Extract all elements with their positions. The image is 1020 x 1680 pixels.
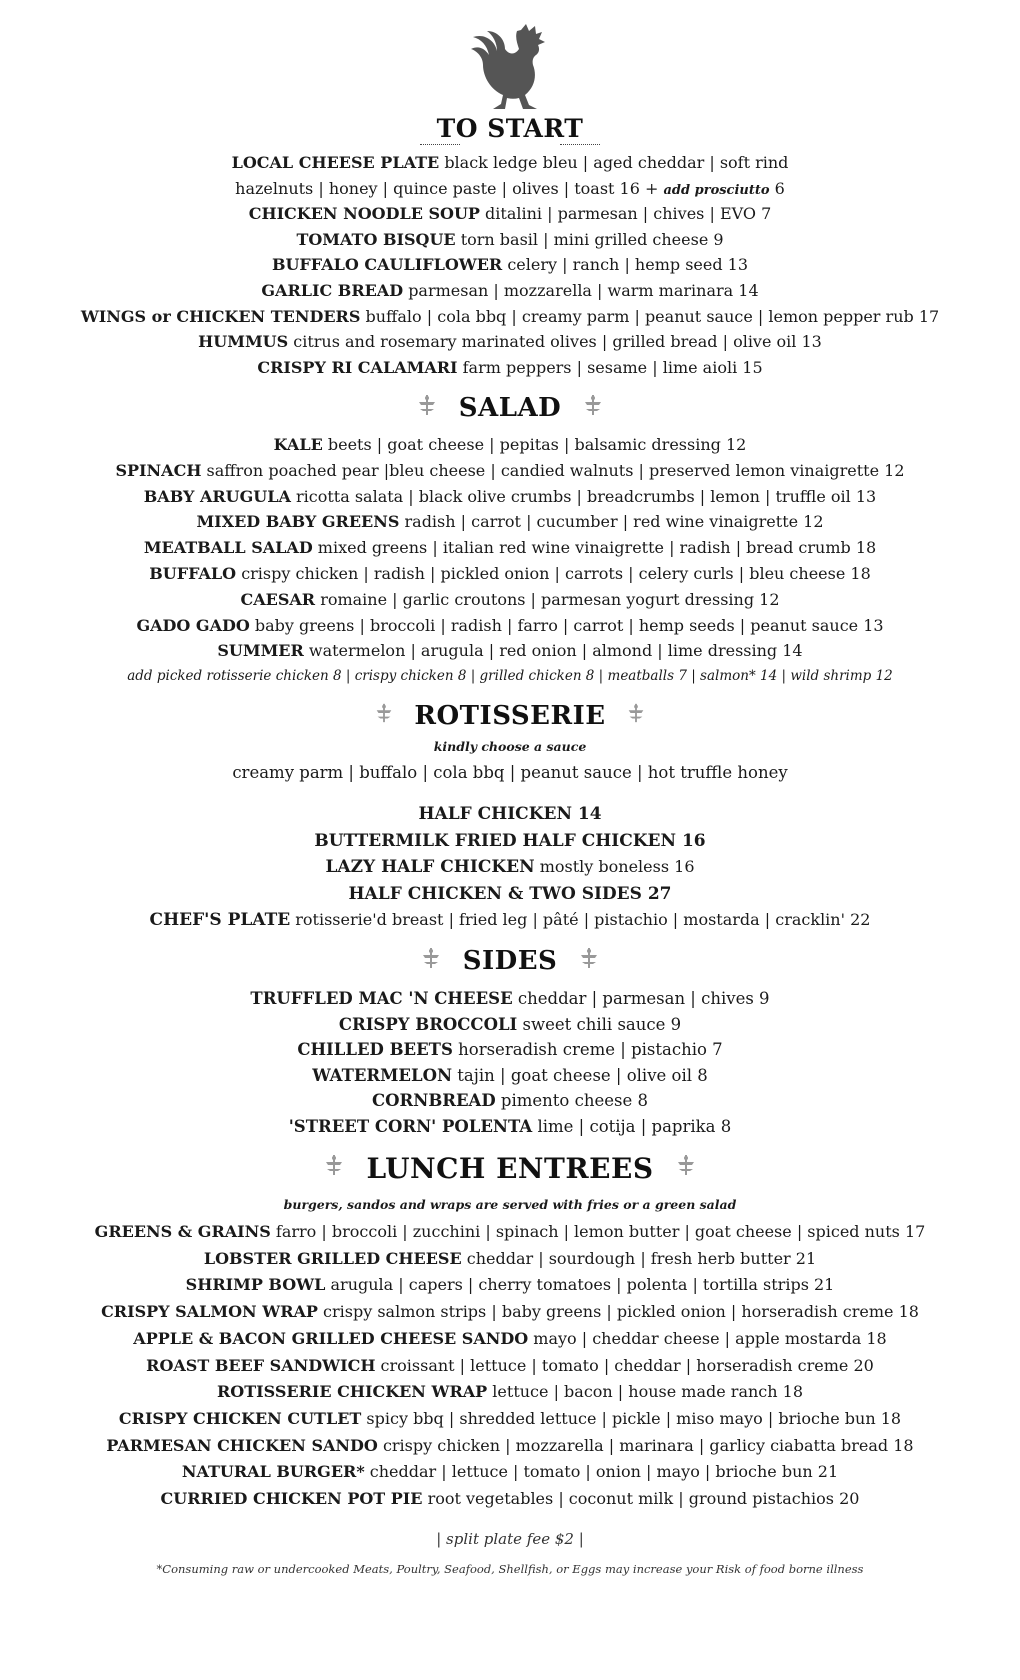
menu-item-name: CRISPY SALMON WRAP [101,1302,318,1322]
menu-item [0,1381,1020,1403]
menu-item [0,306,1020,328]
menu-item-description: crispy salmon strips | baby greens | pickled onion | horseradish creme 18 [323,1302,919,1322]
menu-item-name: BUFFALO CAULIFLOWER [271,255,503,275]
menu-item [0,434,1020,456]
rotisserie-note: kindly choose a sauce [433,739,587,754]
menu-item [0,331,1020,353]
menu-item [0,589,1020,611]
menu-item-description: beets | goat cheese | pepitas | balsamic dressing 12 [327,435,747,454]
menu-item-description: mostly boneless 16 [539,857,695,876]
menu-item-name: TRUFFLED MAC 'N CHEESE [250,989,513,1008]
lunch-note: burgers, sandos and wraps are served with fries or a green salad [283,1197,737,1212]
menu-item [0,229,1020,251]
menu-item-name: ROTISSERIE CHICKEN WRAP [217,1382,488,1402]
menu-item [0,280,1020,302]
menu-item-description: tajin | goat cheese | olive oil 8 [457,1065,708,1085]
menu-item-name: CHEF'S PLATE [149,910,291,930]
menu-item-name: WATERMELON [312,1065,453,1085]
section-title: SIDES [462,946,558,976]
menu-item-name: ROAST BEEF SANDWICH [146,1355,376,1375]
menu-item-name: NATURAL BURGER* [181,1462,365,1482]
menu-item [0,152,1020,174]
menu-item-description: horseradish creme | pistachio 7 [458,1040,723,1060]
menu-item-name: HUMMUS [198,332,289,352]
menu-item [0,1461,1020,1483]
menu-item [0,486,1020,508]
section-divider [0,138,1020,148]
menu-item-name: CRISPY BROCCOLI [338,1014,518,1034]
menu-item-description: cheddar | sourdough | fresh herb butter 21 [466,1248,817,1268]
menu-item [0,1328,1020,1350]
menu-item [0,1116,1020,1138]
menu-item-description: parmesan | mozzarella | warm marinara 14 [408,281,759,300]
menu-item [0,1435,1020,1457]
menu-item-name: PARMESAN CHICKEN SANDO [106,1435,378,1455]
menu-item-description: lettuce | bacon | house made ranch 18 [492,1382,803,1402]
menu-item-name: GARLIC BREAD [261,281,404,300]
menu-item-description: root vegetables | coconut milk | ground pistachios 20 [427,1489,860,1508]
menu-item-description: spicy bbq | shredded lettuce | pickle | miso mayo | brioche bun 18 [366,1408,902,1428]
weathervane-icon [373,701,395,731]
section-title: SALAD [458,393,562,423]
weathervane-icon [419,946,443,977]
menu-item [0,1248,1020,1270]
menu-item [0,803,1020,825]
menu-item-description: baby greens | broccoli | radish | farro | carrot | hemp seeds | peanut sauce 13 [254,615,884,635]
menu-item-description: torn basil | mini grilled cheese 9 [460,229,724,249]
menu-item-description: romaine | garlic croutons | parmesan yogurt dressing 12 [320,589,780,609]
menu-item-name: CRISPY RI CALAMARI [257,357,458,377]
rooster-icon [461,24,559,116]
menu-item [0,1355,1020,1377]
menu-item-addon: add prosciutto [663,182,770,198]
menu-item [0,178,1020,202]
weathervane-icon [577,946,601,977]
section-title: LUNCH ENTREES [366,1152,654,1185]
split-plate-fee: | split plate fee $2 | [436,1530,584,1548]
menu-item-name: HALF CHICKEN & TWO SIDES 27 [348,883,672,904]
menu-item-name: SUMMER [217,641,304,661]
menu-item-name: TOMATO BISQUE [296,229,456,249]
menu-item [0,537,1020,559]
menu-item-name: GADO GADO [136,615,250,635]
menu-item [0,1301,1020,1323]
menu-item [0,254,1020,276]
menu-item-name: CHICKEN NOODLE SOUP [248,204,480,224]
menu-item [0,640,1020,662]
menu-item-description: radish | carrot | cucumber | red wine vinaigrette 12 [404,512,824,532]
menu-item-description: crispy chicken | radish | pickled onion | carrots | celery curls | bleu cheese 18 [241,564,871,583]
weathervane-icon [581,393,605,424]
logo [0,24,1020,116]
menu-item-addon-price: 6 [774,178,785,198]
menu-item-description: mixed greens | italian red wine vinaigrette | radish | bread crumb 18 [317,538,877,558]
section-header-salad [0,392,1020,424]
menu-item [0,1221,1020,1243]
menu-item [0,1065,1020,1087]
menu-item-description: ricotta salata | black olive crumbs | breadcrumbs | lemon | truffle oil 13 [296,486,877,506]
menu-item [0,988,1020,1010]
menu-item [0,357,1020,379]
menu-item [0,830,1020,852]
menu-item-description: arugula | capers | cherry tomatoes | polenta | tortilla strips 21 [330,1275,835,1295]
menu-item-description: mayo | cheddar cheese | apple mostarda 18 [533,1328,887,1348]
menu-item-description: lime | cotija | paprika 8 [537,1117,732,1136]
section-header-sides [0,945,1020,977]
menu-item-description: sweet chili sauce 9 [522,1014,682,1034]
menu-item-description: croissant | lettuce | tomato | cheddar | horseradish creme 20 [380,1355,874,1375]
menu-item-name: HALF CHICKEN 14 [418,804,602,824]
weathervane-icon [322,1152,346,1185]
section-header-rotisserie [0,700,1020,731]
menu-item-description: rotisserie'd breast | fried leg | pâté | pistachio | mostarda | cracklin' 22 [295,910,871,929]
weathervane-icon [674,1152,698,1185]
menu-item-name: MEATBALL SALAD [143,538,313,558]
menu-item-name: BUTTERMILK FRIED HALF CHICKEN 16 [314,830,706,851]
menu-item-name: APPLE & BACON GRILLED CHEESE SANDO [133,1328,529,1348]
menu-item-name: CORNBREAD [372,1091,496,1111]
weathervane-icon [625,701,647,731]
section-header-lunch-entrees [0,1150,1020,1185]
menu-item-name: SHRIMP BOWL [185,1275,326,1295]
menu-item-description: celery | ranch | hemp seed 13 [507,255,749,275]
menu-item [0,1090,1020,1112]
menu-item-name: SPINACH [115,460,202,480]
menu-item-description: saffron poached pear |bleu cheese | candied walnuts | preserved lemon vinaigrette 12 [206,460,905,480]
menu-item-description: black ledge bleu | aged cheddar | soft rind [444,153,789,172]
menu-item [0,203,1020,225]
menu-item-description: watermelon | arugula | red onion | almond | lime dressing 14 [308,641,803,661]
menu-item-description: cheddar | parmesan | chives 9 [517,989,770,1008]
menu-item-name: BABY ARUGULA [143,486,291,506]
menu-item-name: 'STREET CORN' POLENTA [288,1117,533,1136]
menu-item-name: CAESAR [240,589,316,609]
menu-item-name: MIXED BABY GREENS [196,512,400,532]
menu-item-description: farro | broccoli | zucchini | spinach | lemon butter | goat cheese | spiced nuts 17 [275,1222,926,1241]
menu-item-name: WINGS or CHICKEN TENDERS [80,306,361,326]
menu-item [0,883,1020,905]
menu-item [0,1014,1020,1036]
menu-item-name: LAZY HALF CHICKEN [325,857,535,877]
menu-item [0,1274,1020,1296]
weathervane-icon [415,393,439,424]
menu-item [0,1039,1020,1061]
menu-item-description: ditalini | parmesan | chives | EVO 7 [485,204,772,224]
menu-item-description: cheddar | lettuce | tomato | onion | mayo | brioche bun 21 [369,1462,839,1482]
menu-item-description: pimento cheese 8 [500,1091,648,1111]
menu-item [0,1408,1020,1430]
section-title: TO START [436,114,584,143]
menu-item [0,563,1020,585]
menu-item-description: buffalo | cola bbq | creamy parm | peanut sauce | lemon pepper rub 17 [365,306,940,326]
menu-item-description: hazelnuts | honey | quince paste | olives | toast 16 + [235,178,659,198]
menu-item [0,1488,1020,1510]
menu-item [0,909,1020,931]
menu-item-name: CURRIED CHICKEN POT PIE [160,1489,423,1508]
food-safety-disclaimer: *Consuming raw or undercooked Meats, Poultry, Seafood, Shellfish, or Eggs may increase your Risk of food borne illness [156,1562,864,1576]
menu-item-name: LOBSTER GRILLED CHEESE [203,1248,462,1268]
menu-item-name: LOCAL CHEESE PLATE [231,153,440,172]
menu-item [0,615,1020,637]
menu-item-name: KALE [273,435,323,454]
menu-item-description: crispy chicken | mozzarella | marinara | garlicy ciabatta bread 18 [382,1435,914,1455]
salad-addons: add picked rotisserie chicken 8 | crispy chicken 8 | grilled chicken 8 | meatballs 7 | salmon* 14 | wild shrimp 12 [127,668,893,684]
menu-item-name: CHILLED BEETS [297,1040,453,1060]
menu-item-description: farm peppers | sesame | lime aioli 15 [462,357,763,377]
menu-item [0,511,1020,533]
menu-item-description: citrus and rosemary marinated olives | grilled bread | olive oil 13 [293,332,822,352]
section-title: ROTISSERIE [414,701,606,731]
menu-item [0,856,1020,878]
menu-item-name: GREENS & GRAINS [94,1222,271,1241]
rotisserie-sauces: creamy parm | buffalo | cola bbq | peanut sauce | hot truffle honey [232,763,788,782]
menu-item [0,460,1020,482]
menu-item-name: BUFFALO [149,564,237,583]
menu-item-name: CRISPY CHICKEN CUTLET [118,1408,362,1428]
